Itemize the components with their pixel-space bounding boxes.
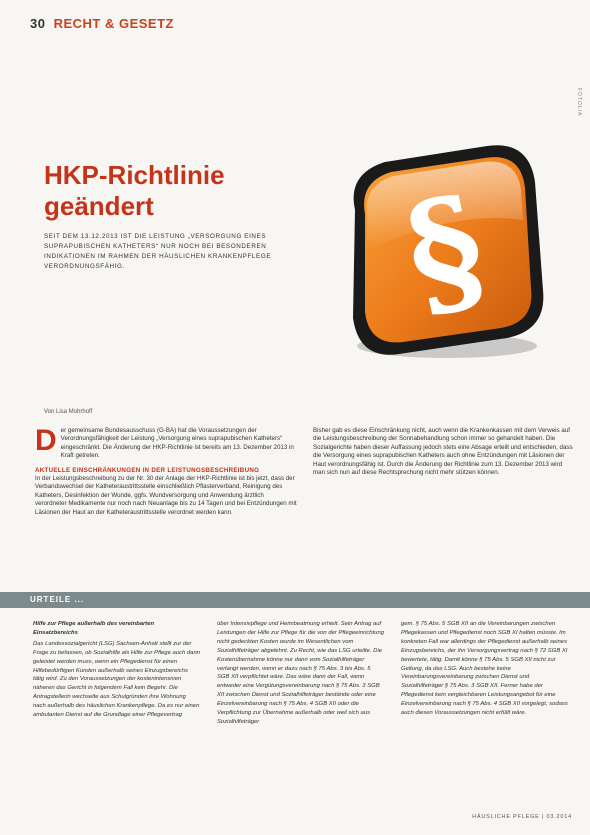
drop-cap: D	[35, 424, 57, 457]
urteile-column-1	[33, 620, 200, 722]
intro-paragraph	[35, 424, 297, 461]
page-footer: HÄUSLICHE PFLEGE | 03.2014	[472, 814, 572, 820]
article-column-left	[35, 424, 297, 522]
urteile-text-2: über Intensivpflege und Heimbeatmung erhielt. Sein Antrag auf Leistungen der Hilfe zur Pflege für die von der Pflegeeinrichtung nicht gedeckten Kosten wurde im Wesentlichen vom Sozialhilfeträger abgelehnt. Zu Recht, wie das LSG urteilte. Die Kostenübernahme könne nur dann vom Sozialhilfeträger verlangt werden, wenn er dazu nach § 75 Abs. 3 bis Abs. 5 SGB XII verpflichtet wäre. Das wäre dann der Fall, wenn entweder eine Vergütungsvereinbarung nach § 75 Abs. 3 SGB XII zwischen Dienst und Sozialhilfeträger bestände oder eine Einzelvereinbarung nach § 75 Abs. 4 SGB XII oder die Verpflichtung zur Übernahme außerhalb oder weil sich aus Sozialhilfeträger	[217, 621, 385, 725]
urteile-label: URTEILE ...	[30, 595, 85, 604]
article-column-right	[313, 427, 575, 482]
body-paragraph-2: Bisher gab es diese Einschränkung nicht, auch wenn die Krankenkassen mit dem Verweis auf die Leistungsbeschreibung der Sonnabehandlung schon immer so gehandelt haben. Die Sozialgerichte haben dieser Auffassung jedoch stets eine Absage erteilt und entschieden, dass die Versorgung eines suprapubischen Katheters auch ohne Entzündungen mit Läsionen der Haut verordnungsfähig ist. Durch die Änderung der Richtlinie zum 13. Dezember 2013 wird man sich nun auf diese Rechtsprechung nicht mehr stützen können.	[313, 427, 573, 477]
urteile-column-3	[401, 620, 568, 720]
article-lead: SEIT DEM 13.12.2013 IST DIE LEISTUNG „VERSORGUNG EINES SUPRAPUBISCHEN KATHETERS“ NUR NOCH BEI BESONDEREN INDIKATIONEN IM RAHMEN DER HÄUSLICHEN KRANKENPFLEGE VERORDNUNGSFÄHIG.	[44, 233, 272, 270]
subheading: AKTUELLE EINSCHRÄNKUNGEN IN DER LEISTUNGSBESCHREIBUNG	[35, 466, 260, 474]
page-number: 30	[30, 16, 46, 31]
intro-text: er gemeinsame Bundesausschuss (G-BA) hat die Voraussetzungen der Verordnungsfähigkeit der Leistung „Versorgung eines suprapubischen Katheters“ eingeschränkt. Die Änderung der HKP-Richtlinie ist bereits am 13. Dezember 2013 in Kraft getreten.	[60, 427, 294, 460]
body-paragraph: In der Leistungsbeschreibung zu der Nr. 30 der Anlage der HKP-Richtlinie ist bis jetzt, dass der Verbandswechsel der Katheteraustrittsstelle einschließlich Pflasterverband, Reinigung des Katheters, Desinfektion der Wunde, ggfs. Wundversorgung und Anwendung ärztlich verordneter Medikamente nur noch nach Neuanlage bis zu 14 Tagen und bei Entzündungen mit Läsionen der Haut an der Katheteraustrittsstelle verordnet werden kann.	[35, 475, 297, 516]
urteile-heading: Hilfe zur Pflege außerhalb des vereinbarten Einsatzbereichs	[33, 621, 155, 636]
section-title: RECHT & GESETZ	[53, 16, 174, 31]
urteile-text-3: gem. § 75 Abs. 5 SGB XII an die Vereinbarungen zwischen Pflegekassen und Pflegedienst noch SGB XI halten müsste. Im konkreten Fall war allerdings der Pflegedienst außerhalb seines Einzugsbereichs, der ihn Versorgungsvertrag nach § 72 SGB XI bewertete, tätig. Damit könne § 75 Abs. 5 SGB XII nicht zur Geltung, da das LSG. Auch bestehe keine Vereinbarungsvereinbarung zwischen Dienst und Sozialhilfeträger § 75 Abs. 3 SGB XII. Ferner habe der Pflegedienst kein vergleichbaren Leistungsangebot für eine Einzelvereinbarung nach § 75 Abs. 4 SGB XII vorgelegt, sodass auch diesen Voraussetzungen nicht erfüllt wäre.	[401, 621, 568, 717]
svg-text:§: §	[392, 164, 499, 340]
urteile-text-1: Das Landessozialgericht (LSG) Sachsen-Anhalt stellt zur der Frage zu befassen, ob Sozialhilfe als Hilfe zur Pflege auch dann geleistet werden muss, wenn ein Pflegedienst für einen Hilfebedürftigen Kunden außerhalb seines Einzugsbereichs tätig wird. Zu den Voraussetzungen der kostenintensiven näheren das Gericht in folgendem Fall kein Begehr. Die Antragstellerin wechselte aus Schulgründen ihre Wohnung nach außerhalb des häuslichen Krankenpflege. Da es nur einen ambulanten Dienst auf die Grundlage einer Pflegevertrag	[33, 640, 201, 719]
article-title: HKP-Richtlinie geändert	[44, 160, 225, 221]
photo-credit: FOTOLIA	[576, 88, 582, 117]
urteile-column-2	[217, 620, 384, 729]
article-author: Von Lisa Mohrhoff	[44, 409, 93, 415]
page-header	[30, 16, 174, 31]
paragraph-sign-logo	[337, 140, 547, 366]
urteile-bar	[0, 592, 590, 608]
